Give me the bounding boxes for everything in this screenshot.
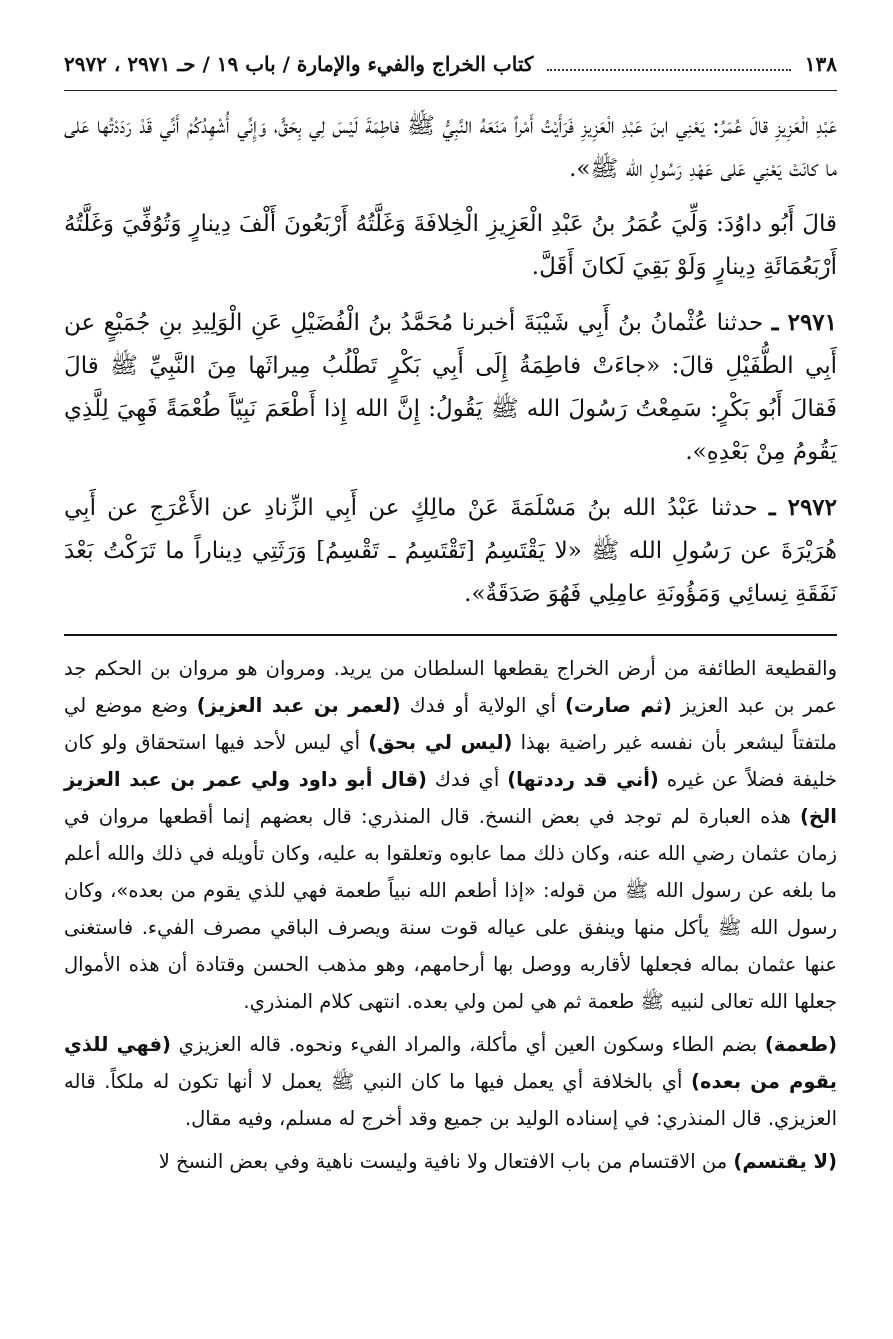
note-text: من الاقتسام من باب الافتعال ولا نافية وليست ناهية وفي بعض النسخ لا: [158, 1150, 734, 1173]
note-lemma: (ثم صارت): [564, 694, 672, 717]
hadith-text-2971: حدثنا عُثْمانُ بنُ أَبِي شَيْبَةَ أخبرنا مُحَمَّدُ بنُ الْفُضَيْلِ عَنِ الْوَلِيدِ بنِ جُمَيْعٍ عن أَبِي الطُّفَيْلِ قالَ: «جاءَتْ فاطِمَةُ إِلَى أَبِي بَكْرٍ تَطْلُبُ مِيراثَها مِنَ النَّبِيِّ ﷺ قالَ فَقالَ أَبُو بَكْرٍ: سَمِعْتُ رَسُولَ الله ﷺ يَقُولُ: إِنَّ الله إِذا أَطْعَمَ نَبِيّاً طُعْمَةً فَهِيَ لِلَّذِي يَقُومُ مِنْ بَعْدِهِ».: [64, 310, 837, 465]
note-text: بضم الطاء وسكون العين أي مأكلة، والمراد الفيء ونحوه. قاله العزيزي: [170, 1033, 765, 1056]
header-dot-leader: [547, 57, 790, 71]
commentary-paragraph-2: [64, 1026, 837, 1137]
note-text: وضع موضع لي ملتفتاً ليشعر بأن نفسه غير راضية بهذا: [64, 694, 837, 754]
commentary-paragraph-1: [64, 650, 837, 1020]
note-lemma: (فهي للذي يقوم من بعده): [64, 1033, 838, 1093]
paragraph-omar-statement: عَبْدِ الْعَزِيزِ قالَ عُمَرُ: يَعْنِي ابنَ عَبْدِ الْعَزِيزِ فَرَأَيْتُ أَمْراً مَنَعَهُ النَّبِيُّ ﷺ فاطِمَةَ لَيْسَ لِي بِحَقٍّ، وَإِنِّي أُشْهِدُكُمْ أَنِّي قَدْ رَدَدْتُها عَلى ما كانَتْ يَعْنِي عَلى عَهْدِ رَسُولِ الله ﷺ».: [64, 113, 837, 182]
header-title: كتاب الخراج والفيء والإمارة / باب ١٩ / حـ ٢٩٧١ ، ٢٩٧٢: [64, 52, 534, 76]
note-text: والقطيعة الطائفة من أرض الخراج يقطعها السلطان من يريد. ومروان هو مروان بن الحكم جد عمر بن عبد العزيز: [64, 657, 838, 717]
header-rule: [64, 90, 837, 91]
note-lemma: (أني قد رددتها): [507, 768, 659, 791]
hadith-number-2972: ٢٩٧٢ ـ: [768, 494, 838, 521]
commentary-divider: [64, 634, 837, 636]
note-lemma: (طعمة): [764, 1033, 837, 1056]
note-text: أي فدك: [426, 768, 508, 791]
commentary: [64, 650, 837, 1180]
hadith-number-2971: ٢٩٧١ ـ: [771, 309, 838, 336]
note-text: أي بالخلافة أي يعمل فيها ما كان النبي ﷺ يعمل لا أنها تكون له ملكاً. قاله العزيزي. قال المنذري: في إسناده الوليد بن جميع وقد أخرج له مسلم، وفيه مقال.: [64, 1070, 837, 1130]
note-lemma: (لا يقتسم): [733, 1150, 837, 1173]
paragraph-abu-dawud-note: قالَ أَبُو داوُدَ: وَلِّيَ عُمَرُ بنُ عَبْدِ الْعَزِيزِ الْخِلافَةَ وَغَلَّتُهُ أَرْبَعُونَ أَلْفَ دِينارٍ وَتُوُفِّيَ وَغَلَّتُهُ أَرْبَعُمَائَةِ دِينارٍ وَلَوْ بَقِيَ لَكانَ أَقَلَّ.: [64, 211, 837, 280]
note-text: أي ليس لأحد فيها استحقاق ولو كان خليفة فضلاً عن غيره: [64, 731, 837, 791]
note-text: أي الولاية أو فدك: [400, 694, 565, 717]
hadith-2972: [64, 486, 837, 616]
note-lemma: (ليس لي بحق): [368, 731, 513, 754]
running-header: [64, 52, 837, 86]
page-number: ١٣٨: [804, 52, 837, 76]
main-text: [64, 105, 837, 616]
note-lemma: (قال أبو داود ولي عمر بن عبد العزيز الخ): [64, 768, 837, 828]
note-text: هذه العبارة لم توجد في بعض النسخ. قال المنذري: قال بعضهم إنما أقطعها مروان في زمان عثمان رضي الله عنه، وكان ذلك مما عابوه وتعلقوا به عليه، وكان تأويله في ذلك والله أعلم ما بلغه عن رسول الله ﷺ من قوله: «إذا أطعم الله نبياً طعمة فهي للذي يقوم من بعده»، وكان رسول الله ﷺ يأكل منها وينفق على عياله قوت سنة ويصرف الباقي مصرف الفيء. فاستغنى عنها عثمان بماله فجعلها لأقاربه ووصل بها أرحامهم، وهو مذهب الحسن وقتادة أن هذه الأموال جعلها الله تعالى لنبيه ﷺ طعمة ثم هي لمن ولي بعده. انتهى كلام المنذري.: [64, 805, 837, 1013]
commentary-paragraph-3: [64, 1143, 837, 1180]
hadith-text-2972: حدثنا عَبْدُ الله بنُ مَسْلَمَةَ عَنْ مالِكٍ عن أَبِي الزِّنادِ عن الأَعْرَجِ عن أَبِي هُرَيْرَةَ عن رَسُولِ الله ﷺ «لا يَقْتَسِمُ [تَقْتَسِمُ ـ تَقْسِمُ] وَرَثَتِي دِيناراً ما تَرَكْتُ بَعْدَ نَفَقَةِ نِسائِي وَمَؤُونَةِ عامِلِي فَهُوَ صَدَقَةٌ».: [64, 495, 837, 607]
hadith-2971: [64, 301, 837, 474]
note-lemma: (لعمر بن عبد العزيز): [196, 694, 401, 717]
